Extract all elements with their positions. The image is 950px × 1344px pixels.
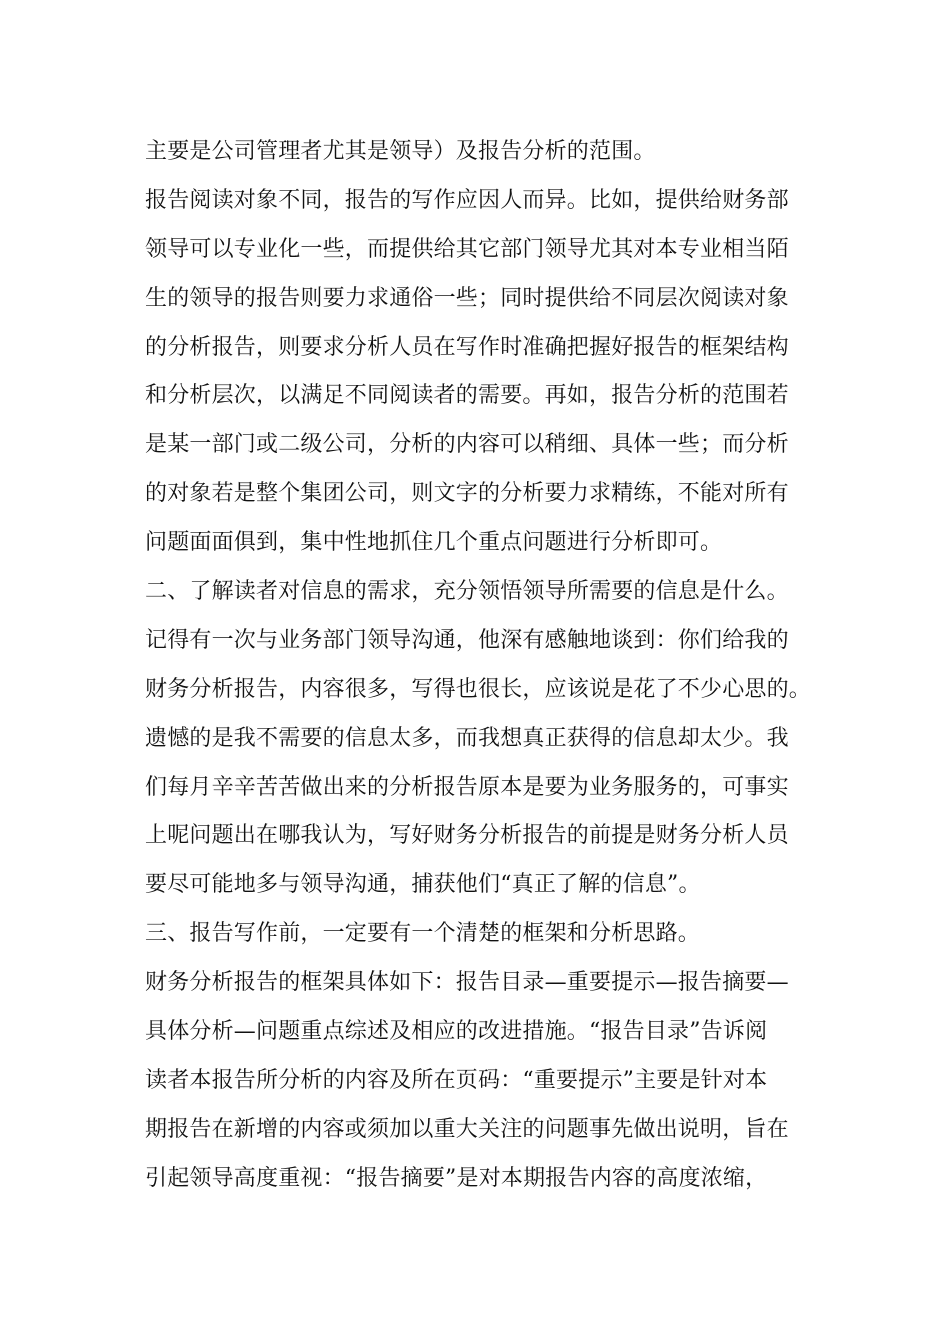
text-line: 期报告在新增的内容或须加以重大关注的问题事先做出说明，旨在 [145, 1116, 789, 1142]
text-line: 上呢问题出在哪我认为，写好财务分析报告的前提是财务分析人员 [145, 823, 789, 849]
text-line: 具体分析—问题重点综述及相应的改进措施。“报告目录”告诉阅 [145, 1019, 768, 1045]
text-line: 主要是公司管理者尤其是领导）及报告分析的范围。 [145, 139, 656, 164]
text-line: 财务分析报告的框架具体如下：报告目录—重要提示—报告摘要— [145, 970, 789, 996]
text-line: 问题面面俱到，集中性地抓住几个重点问题进行分析即可。 [145, 530, 723, 556]
text-line: 遗憾的是我不需要的信息太多，而我想真正获得的信息却太少。我 [145, 725, 789, 751]
section-heading: 三、报告写作前，一定要有一个清楚的框架和分析思路。 [145, 921, 701, 947]
body-text [145, 128, 825, 1204]
text-line: 领导可以专业化一些，而提供给其它部门领导尤其对本专业相当陌 [145, 236, 789, 262]
text-line: 的对象若是整个集团公司，则文字的分析要力求精练，不能对所有 [145, 481, 789, 507]
text-line: 要尽可能地多与领导沟通，捕获他们“真正了解的信息”。 [145, 872, 701, 898]
text-line: 生的领导的报告则要力求通俗一些；同时提供给不同层次阅读对象 [145, 285, 789, 311]
text-line: 的分析报告，则要求分析人员在写作时准确把握好报告的框架结构 [145, 334, 789, 360]
text-line: 记得有一次与业务部门领导沟通，他深有感触地谈到：你们给我的 [145, 627, 789, 653]
section-heading: 二、了解读者对信息的需求，充分领悟领导所需要的信息是什么。 [145, 579, 789, 605]
text-line: 财务分析报告，内容很多，写得也很长，应该说是花了不少心思的。 [145, 676, 812, 702]
text-line: 和分析层次，以满足不同阅读者的需要。再如，报告分析的范围若 [145, 383, 789, 409]
text-line: 是某一部门或二级公司，分析的内容可以稍细、具体一些；而分析 [145, 432, 789, 458]
text-line: 引起领导高度重视：“报告摘要”是对本期报告内容的高度浓缩， [145, 1165, 768, 1191]
text-line: 报告阅读对象不同，报告的写作应因人而异。比如，提供给财务部 [145, 187, 789, 213]
text-line: 们每月辛辛苦苦做出来的分析报告原本是要为业务服务的，可事实 [145, 774, 789, 800]
text-line: 读者本报告所分析的内容及所在页码：“重要提示”主要是针对本 [145, 1067, 768, 1093]
